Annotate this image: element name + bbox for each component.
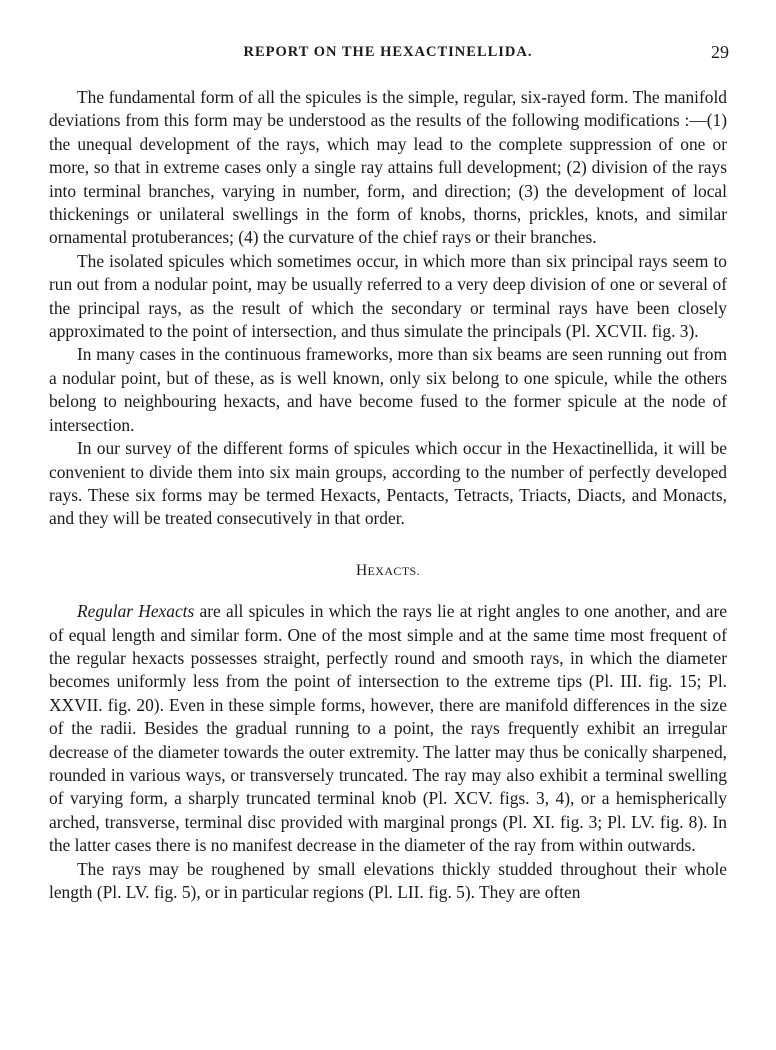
term-regular-hexacts: Regular Hexacts bbox=[77, 601, 195, 622]
paragraph-rays-roughened: The rays may be roughened by small elevations thickly studded throughout their whole length (Pl. LV. fig. 5), or in particular regions (Pl. LII. fig. 5). They are often bbox=[49, 858, 727, 902]
running-title: REPORT ON THE HEXACTINELLIDA. bbox=[243, 44, 533, 60]
section-heading-hexacts bbox=[49, 559, 727, 583]
page-number: 29 bbox=[711, 42, 729, 62]
paragraph-fundamental-form: The fundamental form of all the spicules is the simple, regular, six-rayed form. The manifold deviations from this form may be understood as the results of the following modifications :—(1) the unequal development of the rays, which may lead to the complete suppression of one or more, so that in extreme cases only a single ray attains full development; (2) division of the rays into terminal branches, varying in number, form, and direction; (3) the development of local thickenings or unilateral swellings in the form of knobs, thorns, prickles, knots, and similar ornamental protuberances; (4) the curvature of the chief rays or their branches. bbox=[49, 87, 727, 248]
body-text bbox=[49, 86, 727, 904]
paragraph-continuous-frameworks: In many cases in the continuous frameworks, more than six beams are seen running out from a nodular point, but of these, as is well known, only six belong to one spicule, while the others belong to neighbouring hexacts, and have become fused to the former spicule at the node of intersection. bbox=[49, 344, 727, 435]
paragraph-survey: In our survey of the different forms of spicules which occur in the Hexactinellida, it will be convenient to divide them into six main groups, according to the number of perfectly developed rays. These six forms may be termed Hexacts, Pentacts, Tetracts, Triacts, Diacts, and Monacts, and they will be treated consecutively in that order. bbox=[49, 438, 727, 529]
running-head bbox=[0, 44, 776, 66]
paragraph-regular-hexacts bbox=[49, 600, 727, 857]
section-heading-cap: H bbox=[355, 561, 368, 579]
paragraph-regular-hexacts-text: are all spicules in which the rays lie at right angles to one another, and are of equal length and similar form. One of the most simple and at the same time most frequent of the regular hexacts possesses straight, perfectly round and smooth rays, in which the diameter becomes uniformly less from the point of intersection to the extreme tips (Pl. III. fig. 15; Pl. XXVII. fig. 20). Even in these simple forms, however, there are manifold differences in the size of the radii. Besides the gradual running to a point, the rays frequently exhibit an irregular decrease of the diameter towards the outer extremity. The latter may thus be conically sharpened, rounded in various ways, or transversely truncated. The ray may also exhibit a terminal swelling of varying form, a sharply truncated terminal knob (Pl. XCV. figs. 3, 4), or a hemispherically arched, transverse, terminal disc provided with marginal prongs (Pl. XI. fig. 3; Pl. LV. fig. 8). In the latter cases there is no manifest decrease in the diameter of the ray from within outwards. bbox=[49, 601, 727, 856]
paragraph-isolated-spicules: The isolated spicules which sometimes occur, in which more than six principal rays seem to run out from a nodular point, may be usually referred to a very deep division of one or several of the principal rays, as the result of which the secondary or terminal rays have been closely approximated to the point of intersection, and thus simulate the principals (Pl. XCVII. fig. 3). bbox=[49, 250, 727, 342]
section-heading-rest: EXACTS. bbox=[367, 563, 421, 578]
